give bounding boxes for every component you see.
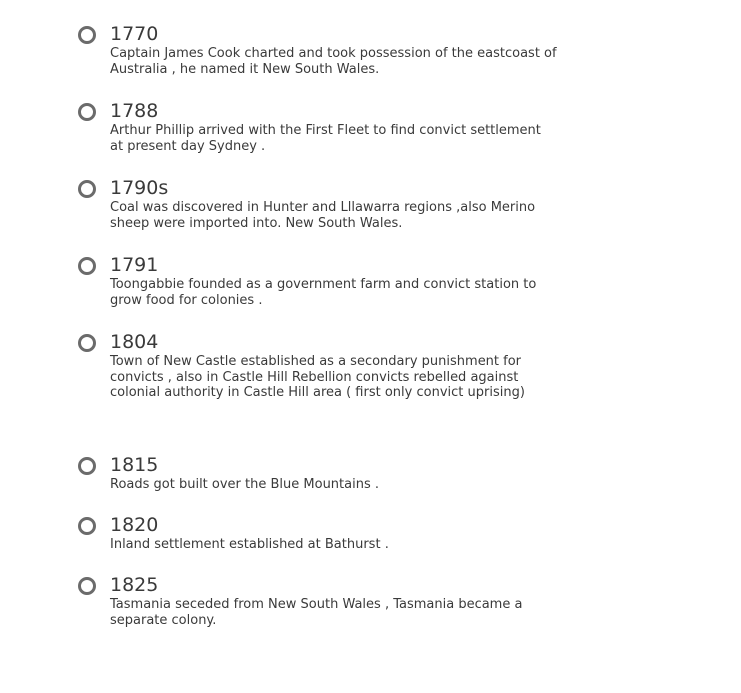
entry-description: Captain James Cook charted and took possession of the eastcoast of Australia , he named it New South Wales. (110, 46, 557, 77)
radio-circle-icon (78, 334, 96, 352)
entry-year: 1788 (110, 100, 159, 122)
entry-description: Coal was discovered in Hunter and Lllawarra regions ,also Merino sheep were imported into. New South Wales. (110, 200, 536, 231)
entry-description: Roads got built over the Blue Mountains . (110, 477, 379, 492)
entry-description: Town of New Castle established as a secondary punishment for convicts , also in Castle Hill Rebellion convicts rebelled against colonial authority in Castle Hill area ( first only convict uprising) (110, 354, 525, 400)
entry-description: Tasmania seceded from New South Wales , Tasmania became a separate colony. (110, 597, 523, 628)
radio-circle-icon (78, 26, 96, 44)
radio-circle-icon (78, 517, 96, 535)
radio-circle-icon (78, 577, 96, 595)
entry-year: 1815 (110, 454, 159, 476)
entry-year: 1804 (110, 331, 159, 353)
radio-circle-icon (78, 257, 96, 275)
radio-circle-icon (78, 457, 96, 475)
entry-year: 1770 (110, 23, 159, 45)
entry-year: 1820 (110, 514, 159, 536)
entry-description: Inland settlement established at Bathurst . (110, 537, 389, 552)
radio-circle-icon (78, 103, 96, 121)
entry-year: 1790s (110, 177, 169, 199)
entry-description: Arthur Phillip arrived with the First Fleet to find convict settlement at present day Sydney . (110, 123, 541, 154)
entry-year: 1791 (110, 254, 159, 276)
entry-year: 1825 (110, 574, 159, 596)
radio-circle-icon (78, 180, 96, 198)
entry-description: Toongabbie founded as a government farm and convict station to grow food for colonies . (110, 277, 537, 308)
